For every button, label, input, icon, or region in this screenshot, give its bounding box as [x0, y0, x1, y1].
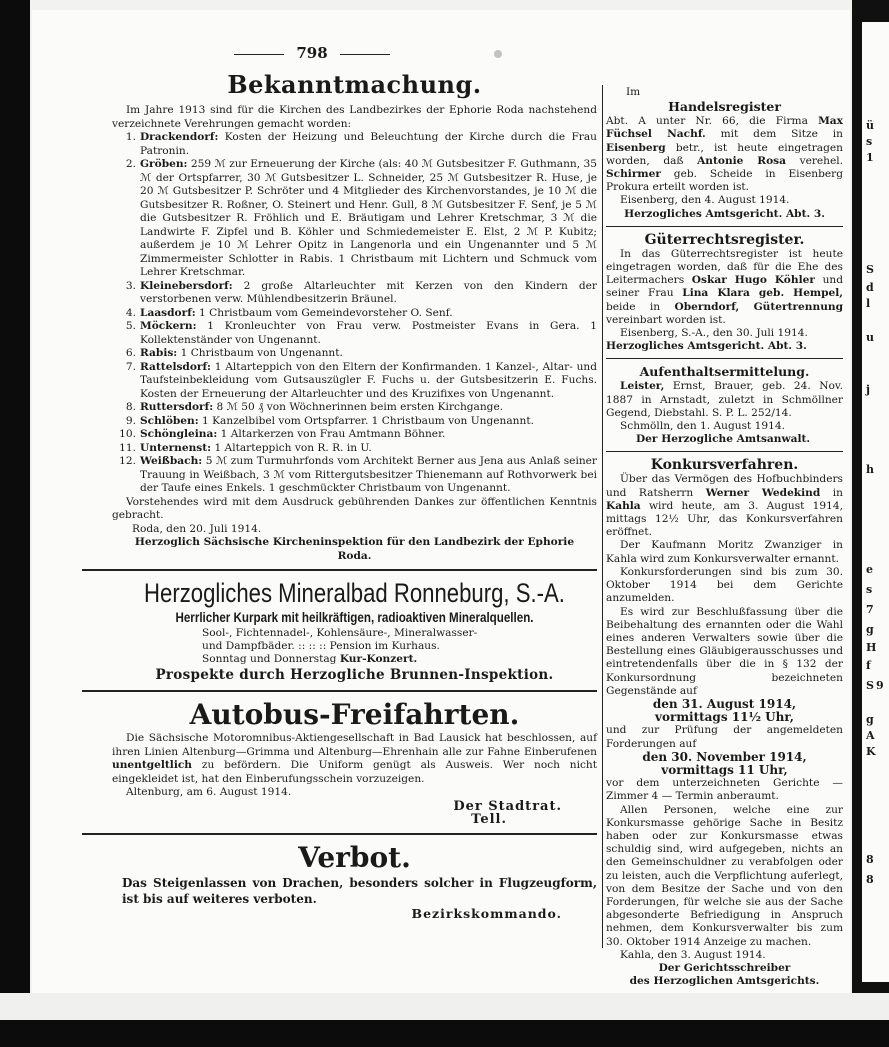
item-place: Rabis:	[140, 347, 178, 359]
item-place: Schöngleina:	[140, 428, 218, 440]
autobus-signer: Tell.	[471, 812, 507, 827]
notice-intro: Im Jahre 1913 sind für die Kirchen des Landbezirkes der Ephorie Roda nachstehend verzeichnete Verehrungen gemacht worden:	[112, 104, 597, 130]
item-number: 5.	[125, 320, 136, 332]
item-text: 1 Christbaum vom Gemeindevorsteher O. Senf.	[199, 306, 453, 319]
item-number: 2.	[125, 158, 136, 170]
strip-char: H	[866, 641, 877, 654]
item-place: Schlöben:	[140, 414, 199, 427]
gueterrecht-notice	[606, 232, 843, 354]
donation-item	[112, 455, 597, 496]
konkurs-time2: vormittags 11 Uhr,	[661, 762, 788, 777]
strip-char: 7	[866, 603, 874, 616]
item-place: Rattelsdorf:	[140, 360, 211, 373]
item-place: Drackendorf:	[140, 131, 219, 143]
strip-char: 8	[866, 873, 874, 886]
item-number: 9.	[125, 414, 136, 427]
strip-char: A	[866, 729, 875, 742]
ad-line	[112, 653, 597, 666]
ad-concert-days: Sonntag und Donnerstag	[202, 653, 337, 665]
item-number: 6.	[125, 347, 136, 359]
autobus-notice	[112, 698, 597, 827]
strip-char: 9	[876, 679, 884, 692]
notice-closing: Vorstehendes wird mit dem Ausdruck gebührenden Dankes zur öffentlichen Kenntnis gebracht.	[112, 495, 597, 521]
autobus-dateline: Altenburg, am 6. August 1914.	[126, 786, 292, 798]
handel-dateline: Eisenberg, den 4. August 1914.	[620, 194, 790, 207]
item-number: 12.	[119, 455, 136, 467]
divider	[82, 569, 597, 571]
item-text: 259 ℳ zur Erneuerung der Kirche (als: 40 ℳ Gutsbesitzer F. Guthmann, 35 ℳ der Ortspfarrer, 30 ℳ Gutsbesitzer L. Schneider, 25 ℳ Gutsbesitzer R. Huse, je 20 ℳ Gutsbesitzer P. Schröter und 4 Mitglieder des Kirchenvorstandes, je 10 ℳ die Gutsbesitzer R. Roßner, O. Steinert und Henr. Gull, 8 ℳ Gutsbesitzer F. Senf, je 5 ℳ die Gutsbesitzer R. Fröhlich und E. Bräutigam und Lehrer Kretschmar, 3 ℳ die Landwirte F. Zipfel und B. Köhler und Schmiedemeister E. Elst, 2 ℳ P. Kubitz; außerdem je 10 ℳ Lehrer Opitz in Langenorla und ein Ungenannter und 5 ℳ Zimmermeister Schlotter in Rabis. 1 Christbaum mit Lichtern und Schmuck vom Lehrer Kretschmar.	[140, 158, 597, 278]
strip-char: e	[866, 563, 873, 576]
konkurs-time1: vormittags 11½ Uhr,	[655, 710, 794, 725]
donation-item	[112, 131, 597, 158]
divider	[82, 690, 597, 692]
item-number: 4.	[125, 306, 136, 319]
strip-char: f	[866, 659, 871, 672]
notice-signature: Herzoglich Sächsische Kircheninspektion für den Landbezirk der Ephorie Roda.	[134, 536, 575, 562]
donation-item	[112, 280, 597, 307]
strip-char: S	[866, 263, 874, 276]
ad-prospectus: Prospekte durch Herzogliche Brunnen-Inspektion.	[155, 667, 554, 683]
donation-item	[112, 415, 597, 429]
gueter-signature: Herzogliches Amtsgericht. Abt. 3.	[606, 340, 807, 353]
item-place: Unternenst:	[140, 441, 212, 454]
strip-char: d	[866, 281, 874, 294]
item-number: 3.	[125, 279, 136, 292]
strip-char: h	[866, 463, 874, 476]
item-number: 11.	[119, 441, 136, 454]
handelsregister-notice	[606, 86, 843, 221]
ad-concert: Kur-Konzert.	[339, 653, 418, 665]
scan-border-left	[0, 0, 30, 1047]
item-text: 1 Altarteppich von den Eltern der Konfirmanden. 1 Kanzel-, Altar- und Taufsteinbekleidung vom Gutsauszügler F. Fuchs u. der Gutsbesitzerin E. Fuchs. Kosten der Erneuerung der Altarleuchter und des Kruzifixes von Ungenannt.	[140, 360, 597, 400]
page-number: 798	[32, 44, 592, 62]
aufenthalt-text: Leister, Ernst, Brauer, geb. 24. Nov. 1887 in Arnstadt, zuletzt in Schmöllner Gegend, Diebstahl. S. P. L. 252/14.	[606, 380, 843, 419]
konkurs-administrator: Der Kaufmann Moritz Zwanziger in Kahla wird zum Konkursverwalter ernannt.	[606, 539, 843, 565]
strip-char: j	[866, 383, 870, 396]
item-text: Kosten der Heizung und Beleuchtung der Kirche durch die Frau Patronin.	[140, 131, 597, 157]
strip-char: l	[866, 297, 871, 310]
item-number: 7.	[125, 360, 136, 373]
donation-item	[112, 347, 597, 361]
konkurs-claims: Konkursforderungen sind bis zum 30. Oktober 1914 bei dem Gerichte anzumelden.	[606, 565, 843, 605]
konkurs-instructions: Allen Personen, welche eine zur Konkursmasse gehörige Sache in Besitz haben oder zur Konkursmasse etwas schuldig sind, wird aufgegeben, nichts an den Gemeinschuldner zu verabfolgen oder zu leisten, auch die Verpflichtung auferlegt, von dem Besitze der Sache und von den Forderungen, für welche sie aus der Sache abgesonderte Befriedigung in Anspruch nehmen, dem Konkursverwalter bis zum 30. Oktober 1914 Anzeige zu machen.	[606, 803, 843, 948]
konkurs-examination: und zur Prüfung der angemeldeten Forderungen auf	[606, 724, 843, 750]
adjacent-page-strip	[862, 22, 889, 982]
item-place: Weißbach:	[140, 455, 203, 467]
ad-line: und Dampfbäder. :: :: :: Pension im Kurhaus.	[202, 640, 440, 652]
item-text: 1 Kronleuchter von Frau verw. Postmeister Evans in Gera. 1 Kollektenständer von Ungenannt.	[140, 320, 597, 346]
strip-char: u	[866, 331, 874, 344]
handel-signature: Herzogliches Amtsgericht. Abt. 3.	[624, 207, 825, 220]
newspaper-page	[32, 10, 850, 993]
scan-border-bottom	[0, 1020, 889, 1047]
donation-item	[112, 428, 597, 442]
strip-char: S	[866, 679, 874, 692]
donation-list	[112, 131, 597, 496]
item-number: 10.	[119, 428, 136, 440]
item-text: 1 Kanzelbibel vom Ortspfarrer. 1 Christbaum von Ungenannt.	[202, 414, 534, 427]
item-text: 1 Altarkerzen von Frau Amtmann Böhner.	[220, 428, 446, 440]
strip-char: 1	[866, 151, 874, 164]
autobus-signature: Der Stadtrat.	[453, 798, 562, 814]
konkurs-date1: den 31. August 1914,	[652, 696, 797, 711]
notice-dateline: Roda, den 20. Juli 1914.	[132, 522, 262, 535]
divider	[82, 833, 597, 835]
konkurs-meeting: Es wird zur Beschlußfassung über die Beibehaltung des ernannten oder die Wahl eines anderen Verwalters sowie über die Bestellung eines Gläubigerausschusses und eintretendenfalls über die in § 132 der Konkursordnung bezeichneten Gegenstände auf	[606, 605, 843, 697]
strip-char: s	[866, 583, 873, 596]
right-column	[606, 86, 843, 988]
strip-char: K	[866, 745, 876, 758]
donation-item	[112, 320, 597, 347]
verbot-notice	[112, 841, 597, 921]
donation-item	[112, 442, 597, 456]
strip-char: g	[866, 623, 874, 636]
konkurs-date2: den 30. November 1914,	[642, 749, 807, 764]
aufenthalt-dateline: Schmölln, den 1. August 1914.	[620, 420, 785, 433]
aufenthalt-notice	[606, 364, 843, 446]
konkurs-notice	[606, 457, 843, 988]
item-place: Ruttersdorf:	[140, 401, 214, 413]
aufenthalt-signature: Der Herzogliche Amtsanwalt.	[636, 433, 811, 446]
mineralbad-advertisement	[112, 577, 597, 684]
item-text: 2 große Altarleuchter mit Kerzen von den Kindern der verstorbenen verw. Mühlendbesitzerin Bräunel.	[140, 279, 597, 305]
item-place: Kleinebersdorf:	[140, 279, 233, 292]
item-number: 8.	[125, 401, 136, 413]
konkurs-dateline: Kahla, den 3. August 1914.	[620, 948, 766, 961]
item-place: Gröben:	[140, 158, 188, 170]
donation-item	[112, 361, 597, 402]
konkurs-signature: Der Gerichtsschreiber	[658, 961, 791, 974]
strip-char: g	[866, 713, 874, 726]
donation-item	[112, 401, 597, 415]
donation-item	[112, 158, 597, 280]
handel-title: Handelsregister	[668, 99, 781, 115]
item-text: 1 Altarteppich von R. R. in U.	[214, 441, 372, 454]
autobus-text: Die Sächsische Motoromnibus-Aktiengesellschaft in Bad Lausick hat beschlossen, auf ihren Linien Altenburg—Grimma und Altenburg—Ehrenhain alle zur Fahne Einberufenen unentgeltlich zu befördern. Die Uniform genügt als Ausweis. Wer noch nicht eingekleidet ist, hat den Einberufungsschein vorzuzeigen.	[112, 732, 598, 785]
verbot-signature: Bezirkskommando.	[411, 905, 562, 921]
item-number: 1.	[125, 131, 136, 143]
autobus-title: Autobus-Freifahrten.	[189, 698, 520, 731]
divider	[606, 451, 843, 452]
konkurs-opening: Über das Vermögen des Hofbuchbinders und Ratsherrn Werner Wedekind in Kahla wird heute, am 3. August 1914, mittags 12½ Uhr, das Konkursverfahren eröffnet.	[606, 473, 844, 539]
strip-char: 8	[866, 853, 874, 866]
item-text: 1 Christbaum von Ungenannt.	[180, 347, 343, 359]
item-place: Möckern:	[140, 320, 197, 332]
column-rule	[602, 85, 603, 948]
strip-char: s	[866, 135, 873, 148]
bekanntmachung-notice	[112, 70, 597, 563]
konkurs-title: Konkursverfahren.	[650, 457, 799, 474]
divider	[606, 358, 843, 359]
ink-blot	[494, 50, 502, 58]
aufenthalt-title: Aufenthaltsermittelung.	[639, 364, 810, 380]
gueter-dateline: Eisenberg, S.-A., den 30. Juli 1914.	[620, 327, 808, 340]
gueter-text: In das Güterrechtsregister ist heute eingetragen worden, daß für die Ehe des Leitermachers Oskar Hugo Köhler und seiner Frau Lina Klara geb. Hempel, beide in Oberndorf, Gütertrennung vereinbart worden ist.	[606, 247, 844, 326]
gueter-title: Güterrechtsregister.	[644, 231, 805, 248]
strip-char: ü	[866, 119, 874, 132]
ad-line: Sool-, Fichtennadel-, Kohlensäure-, Mineralwasser-	[202, 627, 478, 639]
handel-text: Abt. A unter Nr. 66, die Firma Max Füchsel Nachf. mit dem Sitze in Eisenberg betr., ist heute eingetragen worden, daß Antonie Rosa verehel. Schirmer geb. Scheide in Eisenberg Prokura erteilt worden ist.	[606, 115, 844, 194]
donation-item	[112, 307, 597, 321]
item-place: Laasdorf:	[140, 306, 196, 319]
item-text: 5 ℳ zum Turmuhrfonds vom Architekt Berner aus Jena aus Anlaß seiner Trauung in Weißbach, 3 ℳ vom Rittergutsbesitzer Thienemann auf Rothvorwerk bei der Taufe eines Enkels. 1 geschmückter Christbaum von Ungenannt.	[140, 455, 597, 494]
handel-im: Im	[626, 86, 641, 98]
ad-title: Herzogliches Mineralbad Ronneburg, S.-A.	[144, 578, 565, 608]
item-text: 8 ℳ 50 ₰ von Wöchnerinnen beim ersten Kirchgange.	[216, 401, 504, 413]
konkurs-signature-court: des Herzoglichen Amtsgerichts.	[629, 975, 820, 988]
verbot-text: Das Steigenlassen von Drachen, besonders solcher in Flugzeugform, ist bis auf weiteres verboten.	[122, 875, 597, 906]
divider	[606, 226, 843, 227]
left-column	[112, 70, 597, 920]
konkurs-room: vor dem unterzeichneten Gerichte — Zimmer 4 — Termin anberaumt.	[606, 777, 843, 803]
ad-subtitle: Herrlicher Kurpark mit heilkräftigen, radioaktiven Mineralquellen.	[175, 610, 534, 625]
notice-title: Bekanntmachung.	[227, 70, 482, 99]
verbot-title: Verbot.	[298, 840, 411, 874]
